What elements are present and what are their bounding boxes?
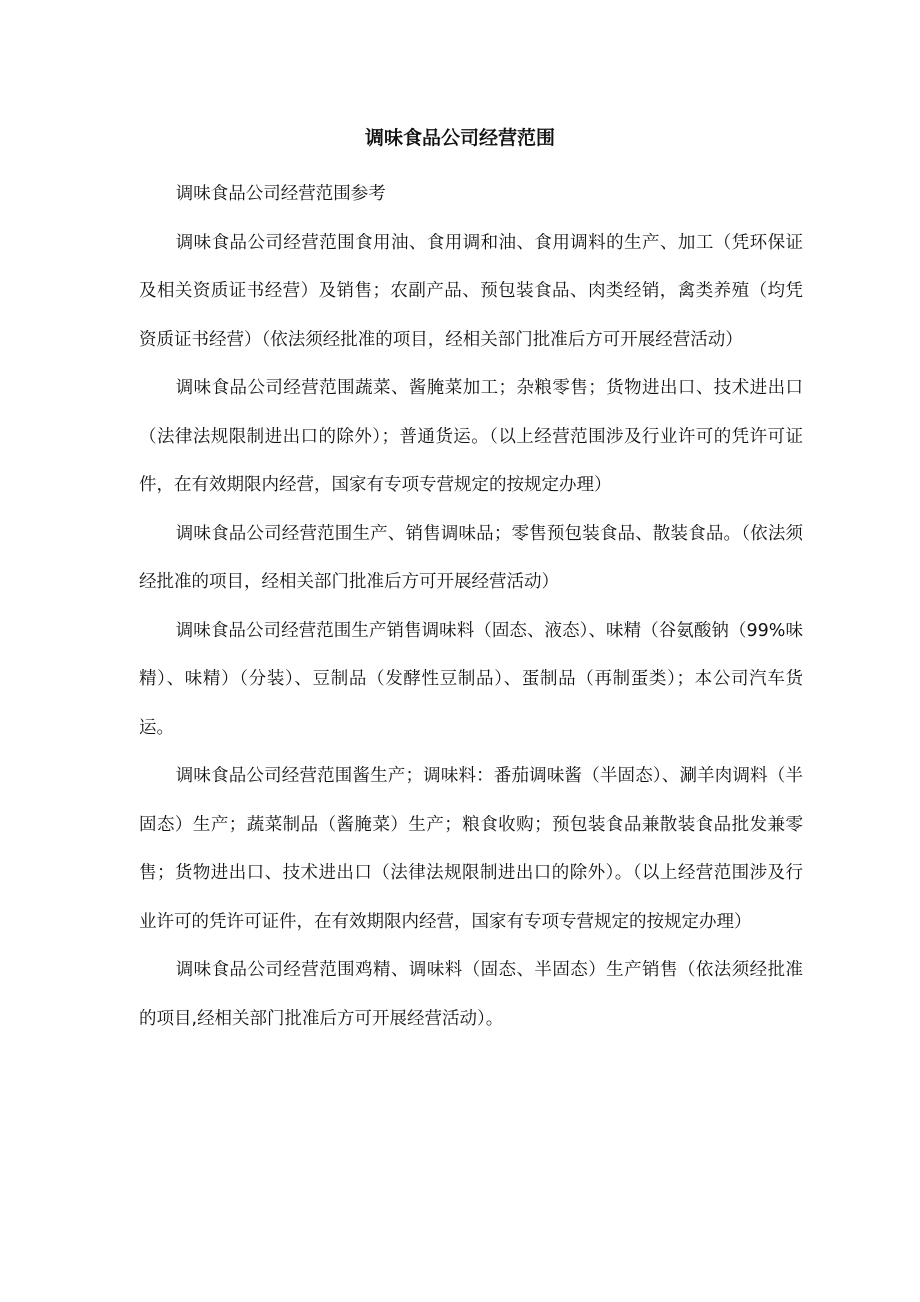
document-body — [139, 170, 803, 1043]
paragraph-vegetables: 调味食品公司经营范围蔬菜、酱腌菜加工；杂粮零售；货物进出口、技术进出口（法律法规限制进出口的除外）；普通货运。（以上经营范围涉及行业许可的凭许可证件，在有效期限内经营，国家有专项专营规定的按规定办理） — [139, 378, 803, 495]
paragraph-seasoning-msg: 调味食品公司经营范围生产销售调味料（固态、液态）、味精（谷氨酸钠（99%味精）、味精）（分装）、豆制品（发酵性豆制品）、蛋制品（再制蛋类）；本公司汽车货运。 — [139, 620, 803, 738]
document-title: 调味食品公司经营范围 — [364, 127, 555, 149]
paragraph-condiments-retail: 调味食品公司经营范围生产、销售调味品；零售预包装食品、散装食品。（依法须经批准的项目，经相关部门批准后方可开展经营活动） — [139, 523, 803, 592]
paragraph-sauce: 调味食品公司经营范围酱生产；调味料：番茄调味酱（半固态）、涮羊肉调料（半固态）生产；蔬菜制品（酱腌菜）生产；粮食收购；预包装食品兼散装食品批发兼零售；货物进出口、技术进出口（法律法规限制进出口的除外）。（以上经营范围涉及行业许可的凭许可证件，在有效期限内经营，国家有专项专营规定的按规定办理） — [139, 766, 803, 932]
paragraph-chicken-essence: 调味食品公司经营范围鸡精、调味料（固态、半固态）生产销售（依法须经批准的项目,经相关部门批准后方可开展经营活动）。 — [139, 960, 803, 1029]
paragraph-edible-oil: 调味食品公司经营范围食用油、食用调和油、食用调料的生产、加工（凭环保证及相关资质证书经营）及销售；农副产品、预包装食品、肉类经销，禽类养殖（均凭资质证书经营）（依法须经批准的项目，经相关部门批准后方可开展经营活动） — [139, 232, 803, 350]
paragraph-reference: 调味食品公司经营范围参考 — [175, 184, 386, 204]
